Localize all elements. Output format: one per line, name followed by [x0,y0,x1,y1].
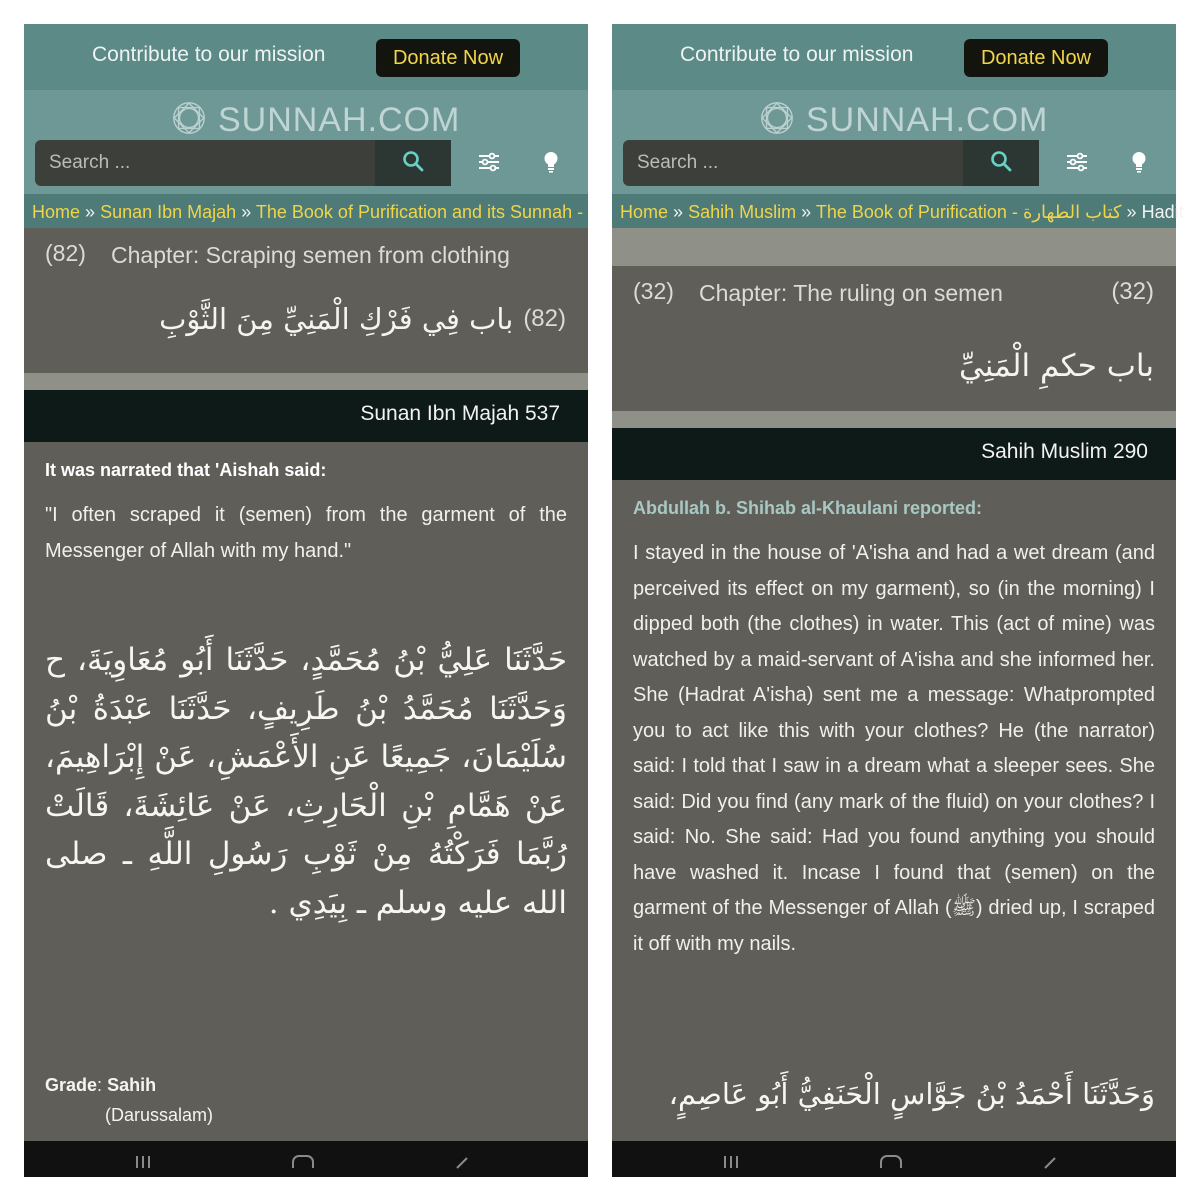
search-input[interactable] [35,140,389,186]
donate-banner [612,24,1176,90]
chapter-number-right: (32) [1111,278,1154,305]
recent-apps-icon [133,1155,153,1173]
narrator: It was narrated that 'Aishah said: [45,460,327,480]
site-header [612,90,1184,222]
site-logo[interactable] [170,98,460,142]
theme-toggle-button[interactable] [1125,152,1153,176]
grade-value: Sahih [107,1075,157,1095]
home-icon [879,1155,903,1173]
hadith-arabic-text: حَدَّثَنَا عَلِيُّ بْنُ مُحَمَّدٍ، حَدَّثَنَا أَبُو مُعَاوِيَةَ، ح وَحَدَّثَنَا مُحَمَّدُ بْنُ طَرِيفٍ، حَدَّثَنَا عَبْدَةُ بْنُ سُلَيْمَانَ، جَمِيعًا عَنِ الأَعْمَشِ، عَنْ إِبْرَاهِيمَ، عَنْ هَمَّامِ بْنِ الْحَارِثِ، عَنْ عَائِشَةَ، قَالَتْ رُبَّمَا فَرَكْتُهُ مِنْ ثَوْبِ رَسُولِ اللَّهِ ـ صلى الله عليه وسلم ـ بِيَدِي . [45,642,567,921]
breadcrumb-separator: » [85,202,96,222]
hadith-reference-bar [612,428,1176,480]
home-button[interactable] [876,1153,906,1173]
back-button[interactable] [448,1153,478,1173]
recent-apps-button[interactable] [128,1153,158,1173]
lightbulb-icon [1131,151,1147,178]
star-pattern-logo-icon [758,99,796,142]
settings-button[interactable] [475,152,503,176]
site-header [24,90,588,222]
search-box [623,140,1039,186]
search-icon [990,150,1012,177]
star-pattern-logo-icon [170,99,208,142]
grade-separator: : [97,1075,103,1095]
home-icon [291,1155,315,1173]
search-button[interactable] [375,140,451,186]
chapter-title-ar: باب فِي فَرْكِ الْمَنِيِّ مِنَ الثَّوْبِ [159,302,514,336]
sliders-icon [478,152,500,177]
settings-button[interactable] [1063,152,1091,176]
chapter-header [24,228,588,373]
donate-now-button[interactable]: Donate Now [376,39,520,77]
breadcrumb-collection[interactable]: Sunan Ibn Majah [100,202,237,222]
donate-text: Contribute to our mission [92,43,326,66]
hadith-arabic-text: وَحَدَّثَنَا أَحْمَدُ بْنُ جَوَّاسٍ الْحَنَفِيُّ أَبُو عَاصِمٍ، [668,1077,1155,1111]
donate-now-button[interactable]: Donate Now [964,39,1108,77]
breadcrumb-home[interactable]: Home [620,202,669,222]
left-screenshot [24,24,588,1177]
section-divider [24,373,588,390]
chapter-title-ar-row [159,302,566,336]
hadith-english-text: I stayed in the house of 'A'isha and had a wet dream (and perceived its effect on my garment), so (in the morning) I dipped both (the clothes) in water. This (act of mine) was watched by a maid-servant of A'isha and she informed her. She (Hadrat A'isha) sent me a message: Whatprompted you to act like this with your clothes? He (the narrator) said: I told that I saw in a dream what a sleeper sees. She said: Did you find (any mark of the fluid) on your clothes? I said: No. She said: Had you found anything you should have washed it. Incase I found that (semen) on the garment of the Messenger of Allah (ﷺ) dried up, I scraped it off with my nails. [633,542,1155,955]
hadith-reference-bar [24,390,588,442]
site-logo[interactable] [758,98,1048,142]
right-screenshot [612,24,1184,1177]
search-button[interactable] [963,140,1039,186]
grade-line [45,1075,156,1096]
breadcrumb-current: Hadit [1141,202,1184,222]
breadcrumb-book[interactable]: The Book of Purification - كتاب الطهارة [815,202,1122,222]
home-button[interactable] [288,1153,318,1173]
breadcrumb-separator: » [1126,202,1137,222]
breadcrumb-separator: » [801,202,812,222]
android-nav-bar [612,1141,1176,1177]
breadcrumb [24,194,588,228]
lightbulb-icon [543,151,559,178]
recent-apps-icon [721,1155,741,1173]
breadcrumb-collection[interactable]: Sahih Muslim [688,202,797,222]
chapter-title-en: Chapter: Scraping semen from clothing [111,242,510,268]
breadcrumb-home[interactable]: Home [32,202,81,222]
hadith-english-text: "I often scraped it (semen) from the garment of the Messenger of Allah with my hand." [45,504,567,562]
donate-banner [24,24,588,90]
breadcrumb [612,194,1184,228]
section-divider [612,228,1176,266]
hadith-reference[interactable]: Sunan Ibn Majah 537 [360,402,560,425]
breadcrumb-separator: » [673,202,684,222]
search-icon [402,150,424,177]
section-divider [612,411,1176,428]
sliders-icon [1066,152,1088,177]
chapter-header [612,266,1176,411]
theme-toggle-button[interactable] [537,152,565,176]
chapter-number: (82) [45,240,86,266]
chapter-title-en: Chapter: The ruling on semen [699,280,1003,306]
android-nav-bar [24,1141,588,1177]
chapter-number-ar: (82) [523,305,566,332]
search-input[interactable] [623,140,977,186]
logo-text: SUNNAH.COM [218,100,461,139]
search-box [35,140,451,186]
hadith-reference[interactable]: Sahih Muslim 290 [981,440,1148,463]
chapter-title-ar: باب حكمِ الْمَنِيِّ [958,348,1154,384]
donate-text: Contribute to our mission [680,43,914,66]
back-button[interactable] [1036,1153,1066,1173]
breadcrumb-book[interactable]: The Book of Purification and its Sunnah - [255,202,584,222]
back-icon [455,1155,471,1173]
grade-label: Grade [45,1075,98,1095]
breadcrumb-separator: » [241,202,252,222]
narrator: Abdullah b. Shihab al-Khaulani reported: [633,498,983,518]
logo-text: SUNNAH.COM [806,100,1049,139]
recent-apps-button[interactable] [716,1153,746,1173]
back-icon [1043,1155,1059,1173]
chapter-number: (32) [633,278,674,304]
grade-source: (Darussalam) [105,1105,214,1125]
